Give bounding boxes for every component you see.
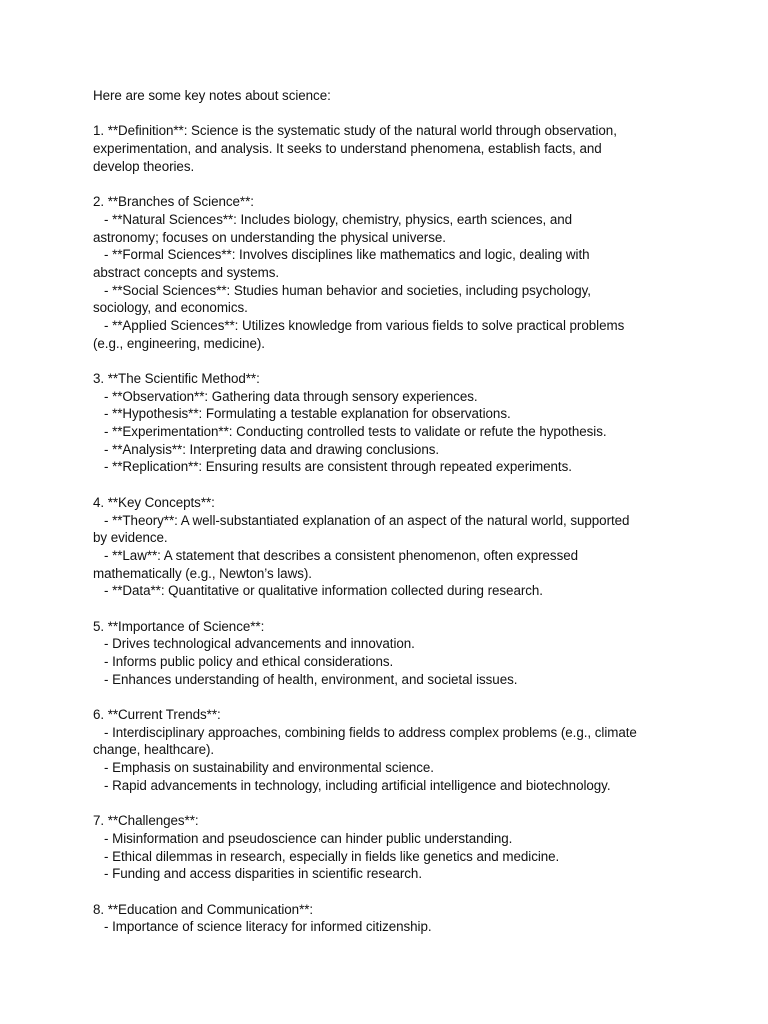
- section-4: [93, 494, 693, 600]
- blank-line: [93, 352, 693, 370]
- section-line: - **Applied Sciences**: Utilizes knowledge from various fields to solve practical problems: [93, 317, 625, 333]
- section-line: by evidence.: [93, 530, 168, 546]
- section-line: experimentation, and analysis. It seeks to understand phenomena, establish facts, and: [93, 141, 602, 157]
- section-7: [93, 812, 693, 883]
- blank-line: [93, 175, 693, 193]
- section-line: - Interdisciplinary approaches, combining fields to address complex problems (e.g., climate: [93, 724, 637, 740]
- section-line: - **Hypothesis**: Formulating a testable explanation for observations.: [93, 406, 511, 422]
- section-line: - Drives technological advancements and innovation.: [93, 636, 415, 652]
- section-heading: 5. **Importance of Science**:: [93, 618, 265, 634]
- section-line: astronomy; focuses on understanding the physical universe.: [93, 229, 446, 245]
- blank-line: [93, 795, 693, 813]
- section-line: - **Law**: A statement that describes a consistent phenomenon, often expressed: [93, 547, 579, 563]
- document-body: [93, 87, 693, 936]
- section-heading: 1. **Definition**: Science is the systematic study of the natural world through observation,: [93, 123, 617, 139]
- section-line: abstract concepts and systems.: [93, 264, 280, 280]
- blank-line: [93, 688, 693, 706]
- section-heading: 7. **Challenges**:: [93, 813, 199, 829]
- section-line: - **Replication**: Ensuring results are consistent through repeated experiments.: [93, 459, 572, 475]
- section-heading: 4. **Key Concepts**:: [93, 494, 215, 510]
- section-line: - Funding and access disparities in scientific research.: [93, 866, 422, 882]
- blank-line: [93, 883, 693, 901]
- section-1: [93, 122, 693, 175]
- section-line: - **Formal Sciences**: Involves disciplines like mathematics and logic, dealing with: [93, 247, 590, 263]
- section-line: - Ethical dilemmas in research, especially in fields like genetics and medicine.: [93, 848, 560, 864]
- section-line: - **Social Sciences**: Studies human behavior and societies, including psychology,: [93, 282, 591, 298]
- section-3: [93, 370, 693, 476]
- section-line: - Emphasis on sustainability and environmental science.: [93, 760, 434, 776]
- section-line: - **Theory**: A well-substantiated explanation of an aspect of the natural world, supported: [93, 512, 630, 528]
- section-5: [93, 618, 693, 689]
- section-line: - **Natural Sciences**: Includes biology, chemistry, physics, earth sciences, and: [93, 211, 573, 227]
- section-line: develop theories.: [93, 158, 195, 174]
- section-line: - Enhances understanding of health, environment, and societal issues.: [93, 671, 518, 687]
- section-line: (e.g., engineering, medicine).: [93, 335, 265, 351]
- section-line: - Rapid advancements in technology, including artificial intelligence and biotechnology.: [93, 777, 611, 793]
- section-line: change, healthcare).: [93, 742, 215, 758]
- section-heading: 3. **The Scientific Method**:: [93, 371, 260, 386]
- section-line: - **Data**: Quantitative or qualitative information collected during research.: [93, 583, 543, 599]
- blank-line: [93, 600, 693, 618]
- sections-container: [93, 122, 693, 936]
- section-2: [93, 193, 693, 352]
- section-line: - **Experimentation**: Conducting controlled tests to validate or refute the hypothesis.: [93, 424, 607, 440]
- section-heading: 6. **Current Trends**:: [93, 707, 221, 723]
- blank-line: [93, 105, 693, 123]
- blank-line: [93, 476, 693, 494]
- section-line: - Informs public policy and ethical considerations.: [93, 654, 394, 669]
- section-heading: 2. **Branches of Science**:: [93, 194, 254, 210]
- section-line: - **Analysis**: Interpreting data and drawing conclusions.: [93, 441, 440, 457]
- section-line: - **Observation**: Gathering data through sensory experiences.: [93, 388, 478, 404]
- section-line: mathematically (e.g., Newton’s laws).: [93, 565, 312, 581]
- section-6: [93, 706, 693, 794]
- intro-line: Here are some key notes about science:: [93, 88, 331, 103]
- section-line: sociology, and economics.: [93, 300, 248, 316]
- section-8: [93, 901, 693, 936]
- section-line: - Misinformation and pseudoscience can hinder public understanding.: [93, 830, 513, 846]
- section-heading: 8. **Education and Communication**:: [93, 901, 314, 917]
- section-line: - Importance of science literacy for informed citizenship.: [93, 919, 432, 935]
